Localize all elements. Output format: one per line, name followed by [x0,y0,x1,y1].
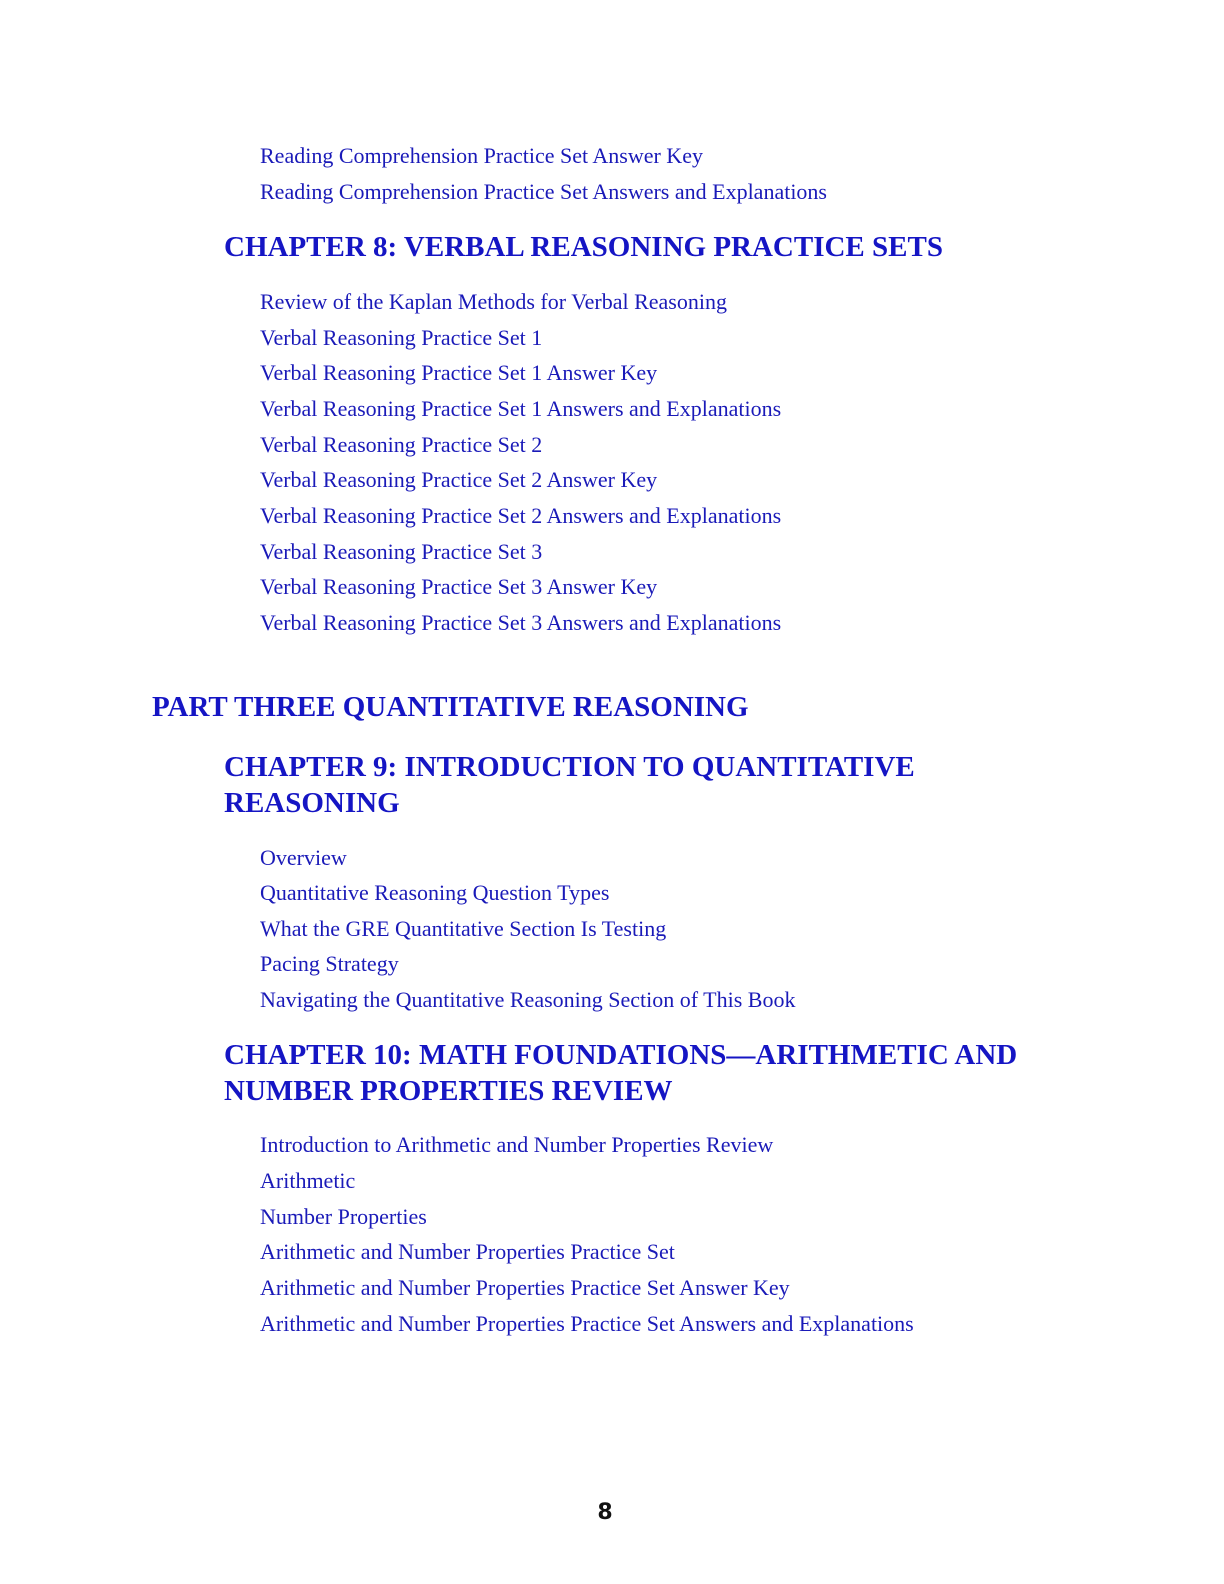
toc-link-ch10-item[interactable]: Arithmetic [260,1168,356,1193]
page-number: 8 [597,1500,613,1525]
chapter-10-heading-line-1: CHAPTER 10: MATH FOUNDATIONS—ARITHMETIC AND [224,1039,1018,1071]
toc-link-ch9-item[interactable]: What the GRE Quantitative Section Is Testing [260,916,667,941]
toc-link-ch10-item[interactable]: Arithmetic and Number Properties Practice Set Answer Key [260,1275,790,1300]
toc-link-ch8-item[interactable]: Verbal Reasoning Practice Set 2 Answers and Explanations [260,503,782,528]
toc-link-ch8-item[interactable]: Review of the Kaplan Methods for Verbal Reasoning [260,289,727,314]
chapter-9-heading[interactable] [224,749,1104,821]
toc-link-ch8-item[interactable]: Verbal Reasoning Practice Set 2 [260,432,543,457]
toc-link-ch10-item[interactable]: Arithmetic and Number Properties Practice Set Answers and Explanations [260,1311,914,1336]
toc-link-ch8-item[interactable]: Verbal Reasoning Practice Set 3 Answers and Explanations [260,610,782,635]
toc-link-ch9-item[interactable]: Overview [260,845,347,870]
part-three-heading[interactable]: PART THREE QUANTITATIVE REASONING [152,691,749,723]
toc-link-rc-answers-explanations[interactable]: Reading Comprehension Practice Set Answers and Explanations [260,179,827,204]
toc-link-ch9-item[interactable]: Pacing Strategy [260,951,399,976]
toc-link-ch10-item[interactable]: Introduction to Arithmetic and Number Properties Review [260,1132,774,1157]
toc-link-ch10-item[interactable]: Arithmetic and Number Properties Practice Set [260,1239,675,1264]
chapter-9-heading-line-1: CHAPTER 9: INTRODUCTION TO QUANTITATIVE [224,751,915,783]
chapter-8-heading[interactable]: CHAPTER 8: VERBAL REASONING PRACTICE SETS [224,231,943,263]
toc-link-ch8-item[interactable]: Verbal Reasoning Practice Set 1 Answer Key [260,360,658,385]
toc-link-ch10-item[interactable]: Number Properties [260,1204,427,1229]
toc-link-ch8-item[interactable]: Verbal Reasoning Practice Set 1 Answers and Explanations [260,396,782,421]
toc-link-ch9-item[interactable]: Navigating the Quantitative Reasoning Section of This Book [260,987,796,1012]
chapter-10-heading-line-2: NUMBER PROPERTIES REVIEW [224,1075,673,1107]
chapter-10-heading[interactable] [224,1037,1104,1109]
toc-link-ch9-item[interactable]: Quantitative Reasoning Question Types [260,880,610,905]
toc-link-ch8-item[interactable]: Verbal Reasoning Practice Set 3 Answer Key [260,574,658,599]
toc-link-rc-answer-key[interactable]: Reading Comprehension Practice Set Answer Key [260,143,703,168]
toc-link-ch8-item[interactable]: Verbal Reasoning Practice Set 1 [260,325,543,350]
toc-link-ch8-item[interactable]: Verbal Reasoning Practice Set 2 Answer Key [260,467,658,492]
toc-link-ch8-item[interactable]: Verbal Reasoning Practice Set 3 [260,539,543,564]
chapter-9-heading-line-2: REASONING [224,787,400,819]
